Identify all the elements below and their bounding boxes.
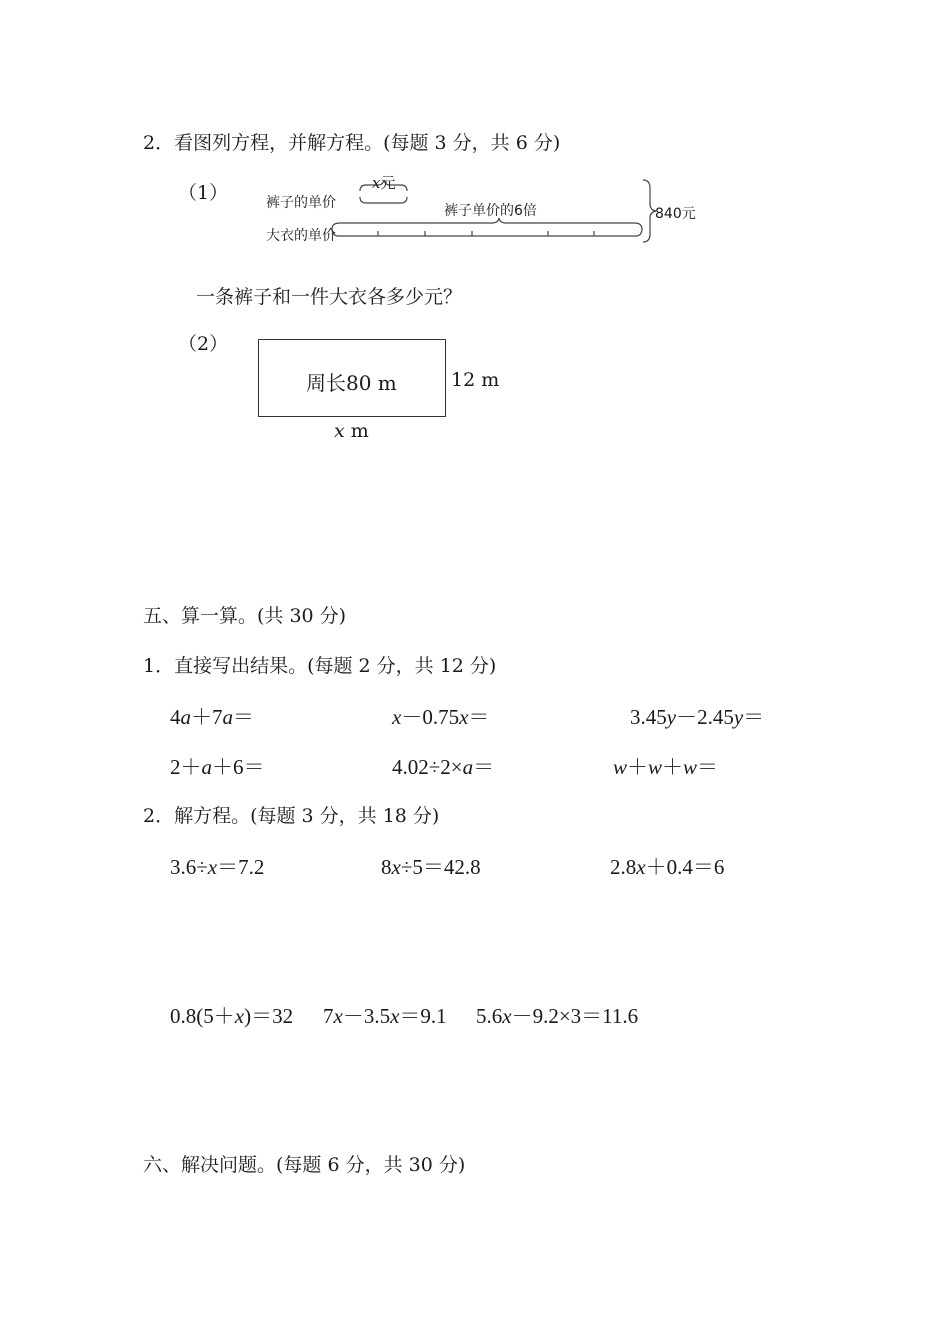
pants-price-label: 裤子的单价 (266, 195, 336, 211)
six-times-label: 裤子单价的6倍 (444, 203, 537, 219)
calc-item: x－0.75x＝ (392, 705, 490, 729)
part-2-number: （2） (178, 333, 229, 355)
equation-item: 2.8x＋0.4＝6 (610, 855, 725, 879)
question-2-heading: 2．看图列方程，并解方程。(每题 3 分，共 6 分) (143, 132, 561, 154)
total-label: 840元 (655, 206, 696, 222)
part-1-question: 一条裤子和一件大衣各多少元？ (196, 286, 463, 308)
equation-item: 3.6÷x＝7.2 (170, 855, 265, 879)
equation-item: 8x÷5＝42.8 (381, 855, 481, 879)
section-5-sub-1: 1．直接写出结果。(每题 2 分，共 12 分) (143, 655, 497, 677)
equation-item: 7x－3.5x＝9.1 (323, 1004, 447, 1028)
calc-item: 2＋a＋6＝ (170, 755, 265, 779)
calc-item: 4.02÷2×a＝ (392, 755, 495, 779)
section-6-heading: 六、解决问题。(每题 6 分，共 30 分) (143, 1154, 466, 1176)
equation-item: 5.6x－9.2×3＝11.6 (476, 1004, 639, 1028)
calc-item: w＋w＋w＝ (613, 755, 719, 779)
calc-item: 4a＋7a＝ (170, 705, 254, 729)
part-1-number: （1） (178, 182, 229, 204)
bottom-length-label: x m (334, 420, 369, 442)
section-5-heading: 五、算一算。(共 30 分) (143, 605, 347, 627)
side-length-label: 12 m (451, 369, 500, 391)
equation-item: 0.8(5＋x)＝32 (170, 1004, 294, 1028)
bar-diagram (0, 0, 950, 260)
pants-bar (360, 197, 407, 203)
calc-item: 3.45y－2.45y＝ (630, 705, 765, 729)
coat-price-label: 大衣的单价 (266, 228, 336, 244)
section-5-sub-2: 2．解方程。(每题 3 分，共 18 分) (143, 805, 440, 827)
x-price-label: x元 (372, 174, 396, 192)
perimeter-label: 周长80 m (306, 371, 397, 395)
